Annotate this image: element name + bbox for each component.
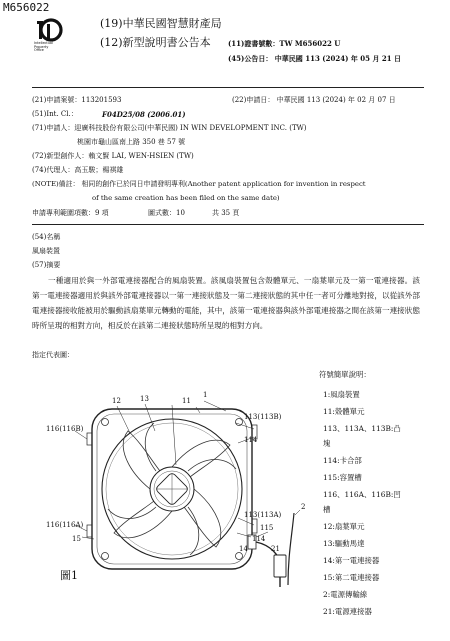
legend-item: 13:驅動馬達 <box>323 539 365 548</box>
document-id: M656022 <box>3 1 50 14</box>
applicant-address: 桃園市龜山區南上路 350 巷 57 號 <box>77 138 186 146</box>
label-116B: 116(116B) <box>46 425 84 433</box>
filing-date: (22)申請日： 中華民國 113 (2024) 年 02 月 07 日 <box>232 96 396 104</box>
legend-item: 15:第二電連接器 <box>323 573 380 582</box>
legend-title: 符號簡單說明： <box>319 370 371 379</box>
label-114-bottom: 114 <box>252 535 266 543</box>
label-15: 15 <box>72 535 81 543</box>
publication-date: (45)公告日： 中華民國 113 (2024) 年 05 月 21 日 <box>228 54 402 63</box>
office-name: (19)中華民國智慧財產局 <box>100 17 222 30</box>
logo-text-2: Property <box>34 44 49 49</box>
creator: (72)新型創作人：賴文賢 LAI, WEN-HSIEN (TW) <box>32 152 194 160</box>
agent: (74)代理人：高玉駿；楊祺雄 <box>32 166 124 174</box>
legend-item: 2:電源傳輸線 <box>323 590 368 599</box>
representative-figure-label: 指定代表圖： <box>32 351 74 359</box>
legend-item: 14:第一電連接器 <box>323 556 380 565</box>
legend-item: 113、113A、113B:凸 <box>323 424 401 433</box>
title-label: (54)名稱 <box>32 233 61 241</box>
claims-count: 申請專利範圍項數：9 項 <box>32 209 109 217</box>
label-12: 12 <box>112 397 121 405</box>
label-14: 14 <box>239 545 248 553</box>
figure-caption: 圖1 <box>60 569 78 582</box>
int-cl-label: (51)Int. Cl.： <box>32 110 78 118</box>
label-116A: 116(116A) <box>46 521 84 529</box>
abstract-text <box>32 273 420 333</box>
int-cl-value: F04D25/08 (2006.01) <box>102 110 186 119</box>
abstract-label: (57)摘要 <box>32 261 61 269</box>
note-continued: of the same creation has been filed on the same date) <box>92 194 280 202</box>
title-value: 風扇裝置 <box>32 247 60 255</box>
label-21: 21 <box>271 545 280 553</box>
legend-item: 11:殼體單元 <box>323 407 365 416</box>
abstract-paragraph: 一種適用於與一外部電連接器配合的風扇裝置。該風扇裝置包含殼體單元、一扇葉單元及一第一電連接器。該第一電連接器適用於與該外部電連接器以一第一連接狀態及一第二連接狀態的其中任一者可分離地對接，以從該外部電連接器接收能被用於驅動該扇葉單元轉動的電能，其中，該第一電連接器與該外部電連接器之間在該第一連接狀態時所呈現的相對方向，相反於在該第二連接狀態時所呈現的相對方向。 <box>32 276 420 330</box>
tipo-logo <box>34 18 64 53</box>
legend-item: 槽 <box>323 505 331 514</box>
divider-middle <box>32 224 424 225</box>
certificate-number: (11)證書號數：TW M656022 U <box>228 39 341 48</box>
label-13: 13 <box>140 395 149 403</box>
legend-item: 115:容置槽 <box>323 473 362 482</box>
legend-item: 21:電源連接器 <box>323 607 372 616</box>
document-type: (12)新型說明書公告本 <box>100 36 211 49</box>
label-114-top: 114 <box>244 436 258 444</box>
figures-count: 圖式數：10 <box>148 209 185 217</box>
label-2: 2 <box>301 503 306 511</box>
logo-text-1: Intellectual <box>34 41 53 45</box>
applicant: (71)申請人：迎廣科技股份有限公司(中華民國) IN WIN DEVELOPMENT INC. (TW) <box>32 124 307 132</box>
power-connector <box>274 555 286 577</box>
label-11: 11 <box>182 397 191 405</box>
symbol-legend <box>319 370 443 641</box>
label-113A: 113(113A) <box>244 511 282 519</box>
application-number: (21)申請案號：113201593 <box>32 96 122 104</box>
tipo-logo-icon <box>34 18 64 42</box>
logo-text-3: Office <box>34 48 44 53</box>
label-113B: 113(113B) <box>244 413 282 421</box>
legend-item: 塊 <box>323 439 331 448</box>
legend-item: 12:扇葉單元 <box>323 522 365 531</box>
pages-count: 共 35 頁 <box>212 209 240 217</box>
legend-item: 1:風扇裝置 <box>323 390 360 399</box>
legend-item: 116、116A、116B:凹 <box>323 490 401 499</box>
label-115: 115 <box>260 524 274 532</box>
divider-top <box>32 87 424 88</box>
label-1: 1 <box>203 391 208 399</box>
note: (NOTE)備註： 相同的創作已於同日申請發明專利(Another patent application for invention in respect <box>32 180 366 188</box>
legend-item: 114:卡合部 <box>323 456 362 465</box>
